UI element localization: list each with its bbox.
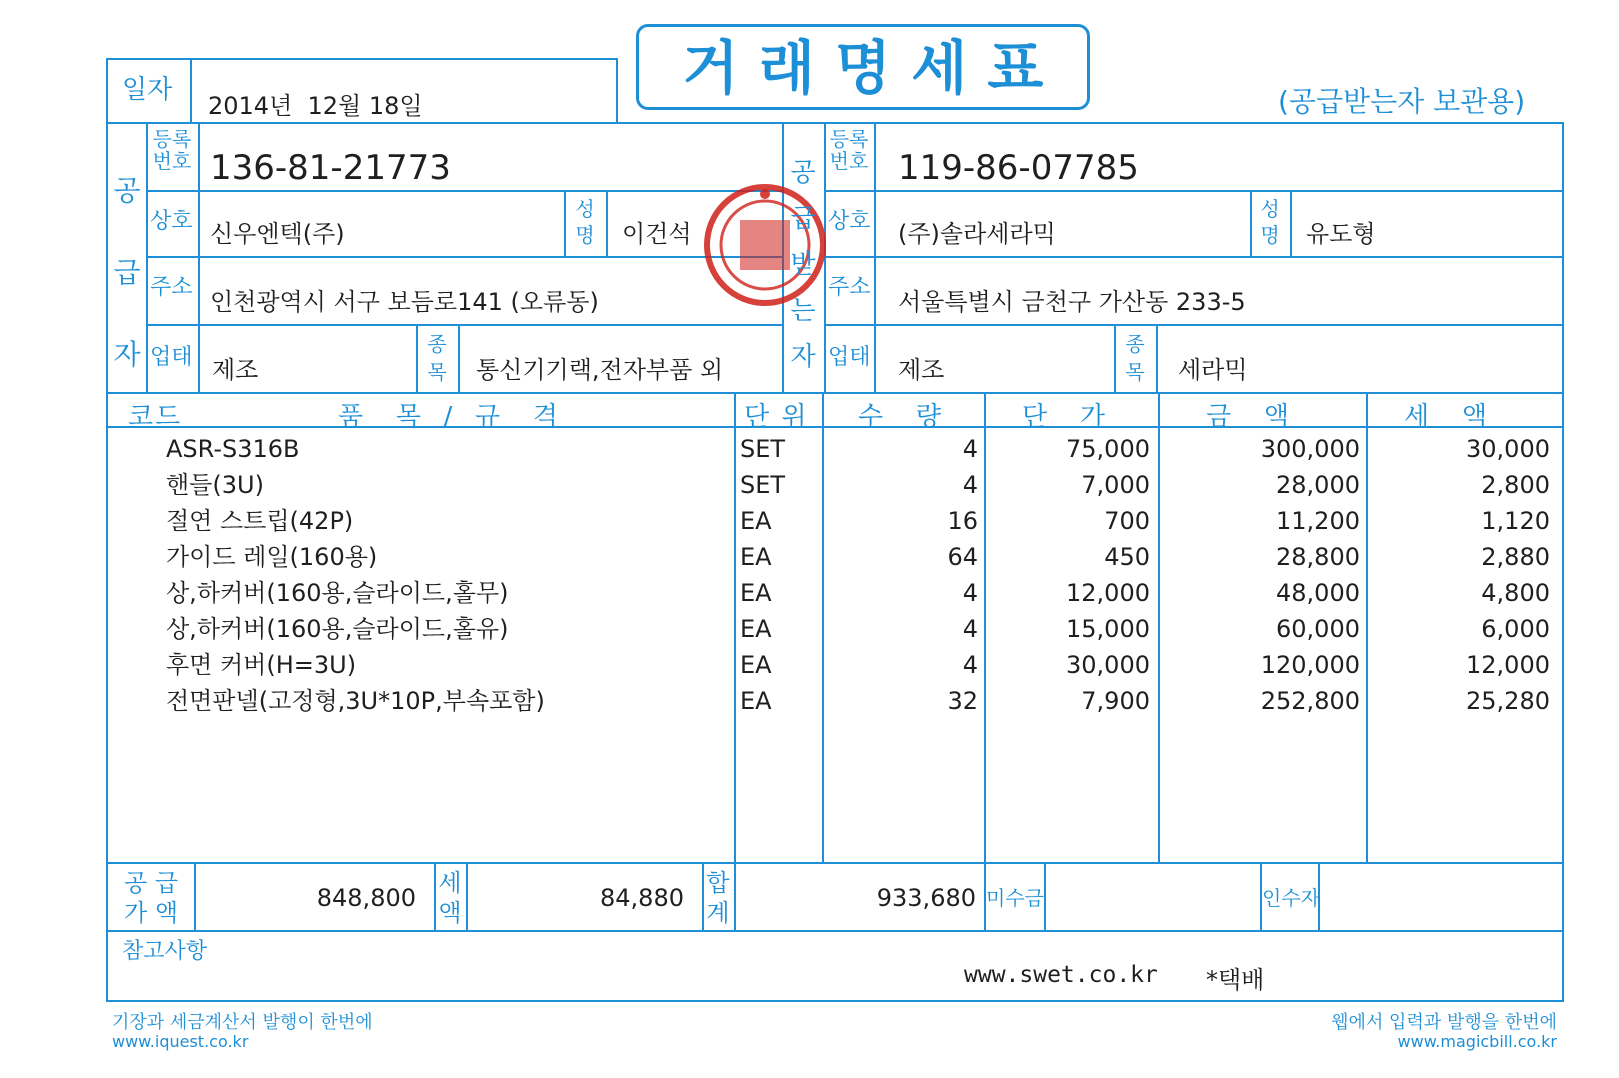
row-unit-price: 15,000 (1066, 615, 1150, 643)
supplier-address: 인천광역시 서구 보듬로141 (오류동) (210, 288, 599, 316)
footer-right-url[interactable]: www.magicbill.co.kr (1397, 1032, 1557, 1051)
row-amount: 28,800 (1276, 543, 1360, 571)
row-tax: 12,000 (1466, 651, 1550, 679)
row-unit: EA (740, 579, 772, 607)
supplier-item-label: 종목 (427, 332, 447, 384)
row-qty: 4 (962, 615, 978, 643)
buyer-company-label: 상호 (828, 209, 871, 234)
buyer-business-label: 업태 (828, 345, 871, 370)
supplier-company: 신우엔텍(주) (210, 220, 345, 248)
row-item-name: 전면판넬(고정형,3U*10P,부속포함) (166, 687, 545, 715)
row-item-name: 상,하커버(160용,슬라이드,홀유) (166, 615, 509, 643)
footer-left-url[interactable]: www.iquest.co.kr (112, 1032, 249, 1051)
supply-amount-value: 848,800 (316, 884, 416, 912)
col-header-qty: 수 량 (858, 402, 944, 432)
row-tax: 1,120 (1481, 507, 1550, 535)
buyer-name: 유도형 (1306, 220, 1376, 248)
buyer-name-label: 성명 (1260, 197, 1280, 247)
supply-amount-label: 공 급 가 액 (124, 869, 178, 927)
row-qty: 4 (962, 651, 978, 679)
row-unit: SET (740, 435, 786, 463)
notes-website: www.swet.co.kr (964, 962, 1158, 988)
buyer-reg-label: 등록번호 (829, 127, 869, 173)
buyer-business: 제조 (898, 356, 945, 384)
total-label: 합 계 (706, 869, 730, 927)
row-amount: 120,000 (1260, 651, 1360, 679)
notes-delivery: *택배 (1206, 966, 1265, 994)
row-qty: 4 (962, 579, 978, 607)
row-item-name: 상,하커버(160용,슬라이드,홀무) (166, 579, 509, 607)
row-tax: 2,800 (1481, 471, 1550, 499)
row-unit: EA (740, 615, 772, 643)
row-unit: EA (740, 507, 772, 535)
supplier-name-label: 성명 (575, 197, 595, 247)
footer-right-slogan: 웹에서 입력과 발행을 한번에 (1331, 1012, 1557, 1033)
supplier-business-label: 업태 (150, 345, 193, 370)
row-tax: 30,000 (1466, 435, 1550, 463)
row-qty: 4 (962, 471, 978, 499)
buyer-side-label: 공 급 받 는 자 (790, 158, 816, 372)
copy-label: (공급받는자 보관용) (1278, 85, 1526, 118)
buyer-reg-no: 119-86-07785 (898, 148, 1139, 188)
supplier-item: 통신기기랙,전자부품 외 (476, 356, 724, 384)
buyer-address: 서울특별시 금천구 가산동 233-5 (898, 288, 1246, 316)
row-unit-price: 75,000 (1066, 435, 1150, 463)
row-unit: EA (740, 543, 772, 571)
row-item-name: 후면 커버(H=3U) (166, 651, 357, 679)
row-amount: 11,200 (1276, 507, 1360, 535)
footer-left-slogan: 기장과 세금계산서 발행이 한번에 (112, 1012, 373, 1033)
col-header-tax: 세 액 (1404, 402, 1490, 432)
row-unit-price: 450 (1104, 543, 1150, 571)
date-label: 일자 (122, 75, 173, 105)
supplier-reg-label: 등록번호 (152, 127, 192, 173)
row-qty: 16 (947, 507, 978, 535)
row-qty: 32 (947, 687, 978, 715)
row-tax: 2,880 (1481, 543, 1550, 571)
row-qty: 4 (962, 435, 978, 463)
row-unit: SET (740, 471, 786, 499)
row-qty: 64 (947, 543, 978, 571)
col-header-code: 코드 (128, 402, 183, 432)
row-tax: 25,280 (1466, 687, 1550, 715)
row-item-name: 가이드 레일(160용) (166, 543, 378, 571)
row-item-name: ASR-S316B (166, 435, 300, 463)
col-header-price: 단 가 (1022, 402, 1108, 432)
row-amount: 48,000 (1276, 579, 1360, 607)
buyer-company: (주)솔라세라믹 (898, 220, 1056, 248)
row-unit-price: 30,000 (1066, 651, 1150, 679)
col-header-item: 품 목 / 규 격 (338, 402, 560, 432)
receiver-label: 인수자 (1262, 886, 1320, 910)
row-amount: 300,000 (1260, 435, 1360, 463)
row-item-name: 절연 스트립(42P) (166, 507, 354, 535)
unpaid-label: 미수금 (986, 886, 1044, 910)
row-unit: EA (740, 651, 772, 679)
col-header-amount: 금 액 (1206, 402, 1292, 432)
supplier-side-label: 공 급 자 (113, 174, 141, 371)
row-amount: 60,000 (1276, 615, 1360, 643)
col-header-unit: 단 위 (744, 402, 809, 432)
row-item-name: 핸들(3U) (166, 471, 264, 499)
supplier-address-label: 주소 (150, 275, 193, 300)
buyer-item-label: 종목 (1125, 332, 1145, 384)
notes-label: 참고사항 (122, 939, 208, 964)
row-tax: 6,000 (1481, 615, 1550, 643)
tax-amount-label: 세 액 (438, 869, 462, 927)
date-value: 2014년 12월 18일 (208, 92, 423, 120)
row-amount: 28,000 (1276, 471, 1360, 499)
buyer-item: 세라믹 (1178, 356, 1248, 384)
supplier-company-label: 상호 (150, 209, 193, 234)
row-unit-price: 700 (1104, 507, 1150, 535)
buyer-address-label: 주소 (828, 275, 871, 300)
row-amount: 252,800 (1260, 687, 1360, 715)
row-unit-price: 7,900 (1081, 687, 1150, 715)
row-unit-price: 7,000 (1081, 471, 1150, 499)
supplier-name: 이건석 (622, 220, 692, 248)
row-tax: 4,800 (1481, 579, 1550, 607)
tax-amount-value: 84,880 (600, 884, 684, 912)
supplier-business: 제조 (212, 356, 259, 384)
supplier-reg-no: 136-81-21773 (210, 148, 451, 188)
total-value: 933,680 (876, 884, 976, 912)
row-unit-price: 12,000 (1066, 579, 1150, 607)
row-unit: EA (740, 687, 772, 715)
page-title: 거 래 명 세 표 (682, 34, 1044, 102)
